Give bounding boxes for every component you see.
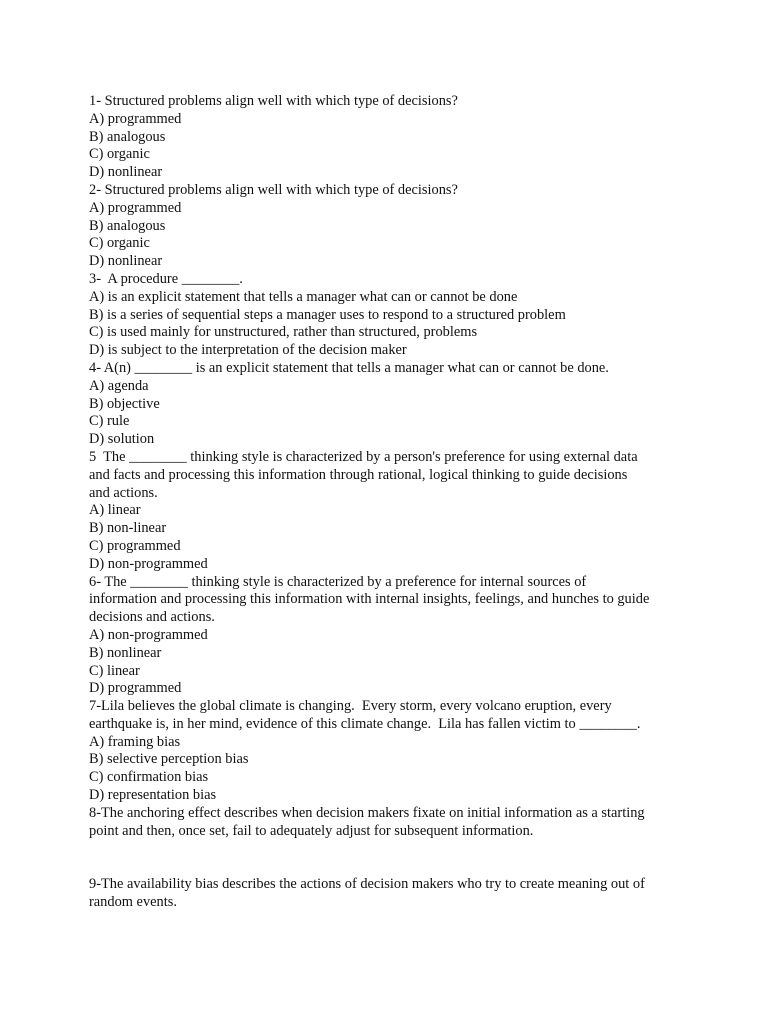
document-line: 3- A procedure ________.	[89, 270, 243, 287]
document-line: C) confirmation bias	[89, 769, 209, 786]
document-line: A) agenda	[89, 377, 149, 394]
document-line: A) framing bias	[89, 733, 181, 750]
document-line: earthquake is, in her mind, evidence of this climate change. Lila has fallen victim to ________.	[89, 715, 641, 732]
question-block	[89, 93, 689, 840]
document-line: C) rule	[89, 413, 130, 430]
document-line: 2- Structured problems align well with which type of decisions?	[89, 181, 458, 198]
document-line: B) non-linear	[89, 520, 167, 537]
question-block-continued	[89, 876, 689, 912]
document-line: A) programmed	[89, 110, 182, 127]
document-line: 7-Lila believes the global climate is changing. Every storm, every volcano eruption, every	[89, 698, 612, 715]
document-line: D) is subject to the interpretation of the decision maker	[89, 342, 407, 359]
document-line: 9-The availability bias describes the actions of decision makers who try to create meaning out of	[89, 876, 645, 893]
document-line: random events.	[89, 893, 177, 910]
document-line: 1- Structured problems align well with which type of decisions?	[89, 93, 458, 109]
document-line: and facts and processing this information through rational, logical thinking to guide decisions	[89, 466, 628, 483]
document-line: 6- The ________ thinking style is characterized by a preference for internal sources of	[89, 573, 587, 590]
document-line: C) programmed	[89, 537, 181, 554]
document-line: D) solution	[89, 431, 155, 448]
document-line: point and then, once set, fail to adequately adjust for subsequent information.	[89, 822, 534, 839]
document-line: C) linear	[89, 662, 140, 679]
document-line: A) is an explicit statement that tells a manager what can or cannot be done	[89, 288, 518, 305]
document-line: B) analogous	[89, 217, 166, 234]
document-line: C) organic	[89, 235, 150, 252]
document-line: D) nonlinear	[89, 164, 163, 181]
document-line: D) representation bias	[89, 787, 217, 804]
document-line: B) analogous	[89, 128, 166, 145]
document-line: C) organic	[89, 146, 150, 163]
paragraph-gap	[89, 840, 689, 876]
document-line: and actions.	[89, 484, 158, 501]
document-line: C) is used mainly for unstructured, rather than structured, problems	[89, 324, 478, 341]
document-line: B) selective perception bias	[89, 751, 249, 768]
document-line: decisions and actions.	[89, 609, 215, 626]
document-line: D) non-programmed	[89, 555, 208, 572]
document-line: D) programmed	[89, 680, 182, 697]
document-line: A) programmed	[89, 199, 182, 216]
document-line: 5 The ________ thinking style is characterized by a person's preference for using external data	[89, 448, 638, 465]
document-line: 8-The anchoring effect describes when decision makers fixate on initial information as a starting	[89, 804, 645, 821]
document-line: B) nonlinear	[89, 644, 162, 661]
document-line: B) is a series of sequential steps a manager uses to respond to a structured problem	[89, 306, 566, 323]
document-body	[89, 93, 689, 912]
document-line: A) linear	[89, 502, 141, 519]
document-line: 4- A(n) ________ is an explicit statement that tells a manager what can or cannot be done.	[89, 359, 609, 376]
document-line: D) nonlinear	[89, 253, 163, 270]
document-line: B) objective	[89, 395, 160, 412]
document-line: information and processing this information with internal insights, feelings, and hunches to guide	[89, 591, 650, 608]
document-line: A) non-programmed	[89, 626, 208, 643]
